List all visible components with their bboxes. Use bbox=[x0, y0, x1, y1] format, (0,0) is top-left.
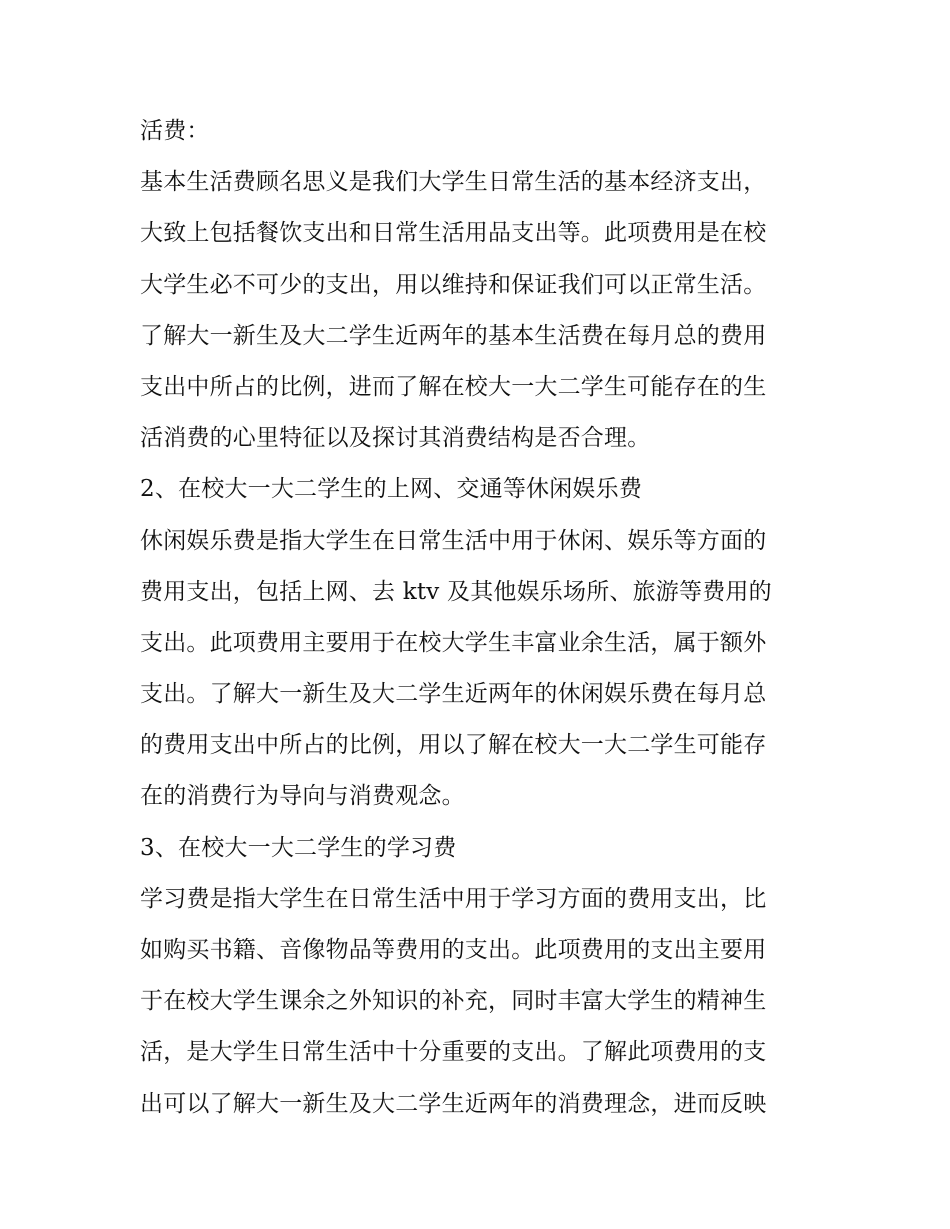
text-line: 活费： bbox=[140, 118, 210, 144]
text-line: 学习费是指大学生在日常生活中用于学习方面的费用支出，比 bbox=[140, 885, 767, 912]
text-line: 的费用支出中所占的比例，用以了解在校大一大二学生可能存 bbox=[140, 732, 767, 759]
text-line: 了解大一新生及大二学生近两年的基本生活费在每月总的费用 bbox=[140, 322, 767, 349]
text-line: 支出中所占的比例，进而了解在校大一大二学生可能存在的生 bbox=[140, 373, 767, 400]
text-line: 休闲娱乐费是指大学生在日常生活中用于休闲、娱乐等方面的 bbox=[140, 527, 767, 554]
text-line: 支出。了解大一新生及大二学生近两年的休闲娱乐费在每月总 bbox=[140, 681, 767, 708]
document-body bbox=[140, 106, 820, 1130]
text-line: 出可以了解大一新生及大二学生近两年的消费理念，进而反映 bbox=[140, 1090, 767, 1117]
text-line: 费用支出，包括上网、去 ktv 及其他娱乐场所、旅游等费用的 bbox=[140, 578, 772, 605]
text-line: 支出。此项费用主要用于在校大学生丰富业余生活，属于额外 bbox=[140, 629, 767, 656]
text-line: 基本生活费顾名思义是我们大学生日常生活的基本经济支出， bbox=[140, 169, 767, 196]
text-line: 活消费的心里特征以及探讨其消费结构是否合理。 bbox=[140, 425, 651, 452]
section-heading: 3、在校大一大二学生的学习费 bbox=[140, 834, 457, 861]
text-line: 活，是大学生日常生活中十分重要的支出。了解此项费用的支 bbox=[140, 1039, 767, 1066]
text-line: 如购买书籍、音像物品等费用的支出。此项费用的支出主要用 bbox=[140, 937, 767, 963]
section-heading: 2、在校大一大二学生的上网、交通等休闲娱乐费 bbox=[140, 476, 643, 503]
text-line: 在的消费行为导向与消费观念。 bbox=[140, 783, 465, 810]
text-line: 大致上包括餐饮支出和日常生活用品支出等。此项费用是在校 bbox=[140, 220, 767, 247]
text-line: 大学生必不可少的支出，用以维持和保证我们可以正常生活。 bbox=[140, 271, 767, 298]
text-line: 于在校大学生课余之外知识的补充，同时丰富大学生的精神生 bbox=[140, 988, 767, 1015]
